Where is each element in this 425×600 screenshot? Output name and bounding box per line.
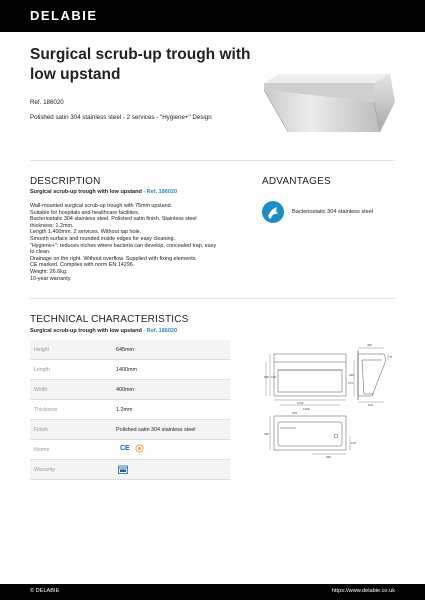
header-bar [0,0,425,32]
table-row: Thickness 1.2mm [30,400,230,420]
dimension-label: 130 [271,375,277,379]
table-row: Finish Polished satin 304 stainless steel [30,420,230,440]
product-ref: Ref. 186020 [30,99,64,106]
advantage-label: Bacteriostatic 304 stainless steel [292,209,374,215]
front-view-outline [274,354,346,396]
table-row: Length 1400mm [30,360,230,380]
dimension-label: 75 [389,355,393,359]
description-text: Wall-mounted surgical scrub-up trough with 75mm upstand. Suitable for hospitals and healthcare facilities. Bacteriostatic 304 stainless steel. Polished satin finish. Stainless steel thickness: 1.2mm. Length 1,400mm. 2 services. Without tap hole. Smooth surface and rounded inside edges for easy cleaning. "Hygiene+": reduces niches where bacteria can develop, concealed trap, easy to clean. Drainage on the right. Without overflow. Supplied with fixing elements. CE marked. Complies with norm EN 14296. Weight: 26.6kg. 10-year warranty. [30,203,217,282]
dimension-label: 400 [367,343,373,347]
product-subtitle: Polished satin 304 stainless steel - 2 services - "Hygiene+" Design [30,114,212,121]
dimension-label: 135 [351,441,357,445]
dimension-label: 325 [292,411,298,415]
product-image [262,70,397,136]
dimension-label: 260 [326,455,332,459]
divider [30,160,395,161]
advantages-heading: ADVANTAGES [262,176,331,187]
norms-icons [120,444,144,453]
bacteriostatic-icon [262,201,284,223]
technical-heading: TECHNICAL CHARACTERISTICS [30,314,189,325]
table-row: Warranty [30,460,230,480]
dimension-label: 1130 [297,401,304,405]
footer-website-link[interactable]: https://www.delabie.co.uk [331,588,395,594]
description-subheading: Surgical scrub-up trough with low upstand - Ref. 186020 [30,189,178,195]
warranty-icon [118,465,128,474]
dimension-label: 440 [264,432,270,436]
table-row: Height 645mm [30,340,230,360]
divider [30,298,395,299]
footer-copyright: © DELABIE [30,588,60,594]
technical-drawing [262,340,402,465]
spec-table [30,340,230,480]
dimension-label: 170 [348,381,354,385]
table-row: Norms CE [30,440,230,460]
footer-bar [0,584,425,600]
dimension-label: 220 [349,373,355,377]
certification-icon [135,444,144,453]
top-view-outline [274,416,346,450]
dimension-label: 1400 [303,407,310,411]
ce-mark-icon: CE [120,445,130,452]
dimension-label: 645 [264,375,270,379]
technical-subheading: Surgical scrub-up trough with low upstand - Ref. 186020 [30,328,178,334]
product-title: Surgical scrub-up trough with low upstand [30,46,251,83]
brand-logo[interactable]: DELABIE [30,8,98,23]
dimension-label: 100 [368,403,374,407]
table-row: Width 400mm [30,380,230,400]
description-heading: DESCRIPTION [30,176,101,187]
